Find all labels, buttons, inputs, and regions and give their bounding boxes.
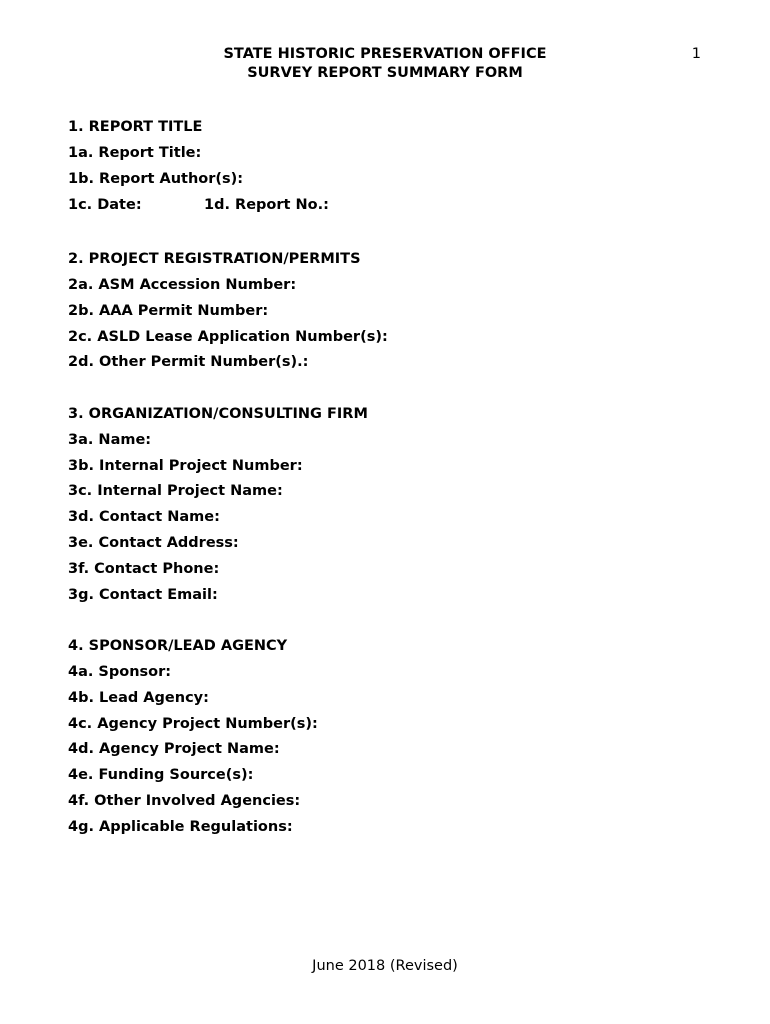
- field-1c: 1c. Date:: [68, 197, 142, 213]
- section-3-heading: 3. ORGANIZATION/CONSULTING FIRM: [68, 406, 368, 422]
- section-1-heading: 1. REPORT TITLE: [68, 119, 203, 135]
- field-3d: 3d. Contact Name:: [68, 509, 220, 525]
- field-2b: 2b. AAA Permit Number:: [68, 303, 269, 319]
- field-3g: 3g. Contact Email:: [68, 587, 218, 603]
- field-4f: 4f. Other Involved Agencies:: [68, 793, 301, 809]
- field-4a: 4a. Sponsor:: [68, 664, 172, 680]
- section-2-heading: 2. PROJECT REGISTRATION/PERMITS: [68, 251, 361, 267]
- field-4b: 4b. Lead Agency:: [68, 690, 209, 706]
- page-number: 1: [691, 46, 701, 62]
- field-4g: 4g. Applicable Regulations:: [68, 819, 293, 835]
- field-3c: 3c. Internal Project Name:: [68, 483, 283, 499]
- field-4e: 4e. Funding Source(s):: [68, 767, 254, 783]
- field-3a: 3a. Name:: [68, 432, 152, 448]
- field-1b: 1b. Report Author(s):: [68, 171, 244, 187]
- revision-footer: June 2018 (Revised): [312, 958, 458, 974]
- agency-title: STATE HISTORIC PRESERVATION OFFICE: [223, 46, 547, 62]
- field-3f: 3f. Contact Phone:: [68, 561, 220, 577]
- field-2c: 2c. ASLD Lease Application Number(s):: [68, 329, 388, 345]
- field-4c: 4c. Agency Project Number(s):: [68, 716, 318, 732]
- field-1a: 1a. Report Title:: [68, 145, 202, 161]
- form-header: [0, 45, 770, 83]
- field-2a: 2a. ASM Accession Number:: [68, 277, 297, 293]
- field-1c-row: [68, 196, 368, 214]
- field-4d: 4d. Agency Project Name:: [68, 741, 280, 757]
- field-3e: 3e. Contact Address:: [68, 535, 239, 551]
- field-2d: 2d. Other Permit Number(s).:: [68, 354, 309, 370]
- field-1d: 1d. Report No.:: [204, 197, 329, 213]
- form-title: SURVEY REPORT SUMMARY FORM: [247, 65, 523, 81]
- section-4-heading: 4. SPONSOR/LEAD AGENCY: [68, 638, 288, 654]
- field-3b: 3b. Internal Project Number:: [68, 458, 303, 474]
